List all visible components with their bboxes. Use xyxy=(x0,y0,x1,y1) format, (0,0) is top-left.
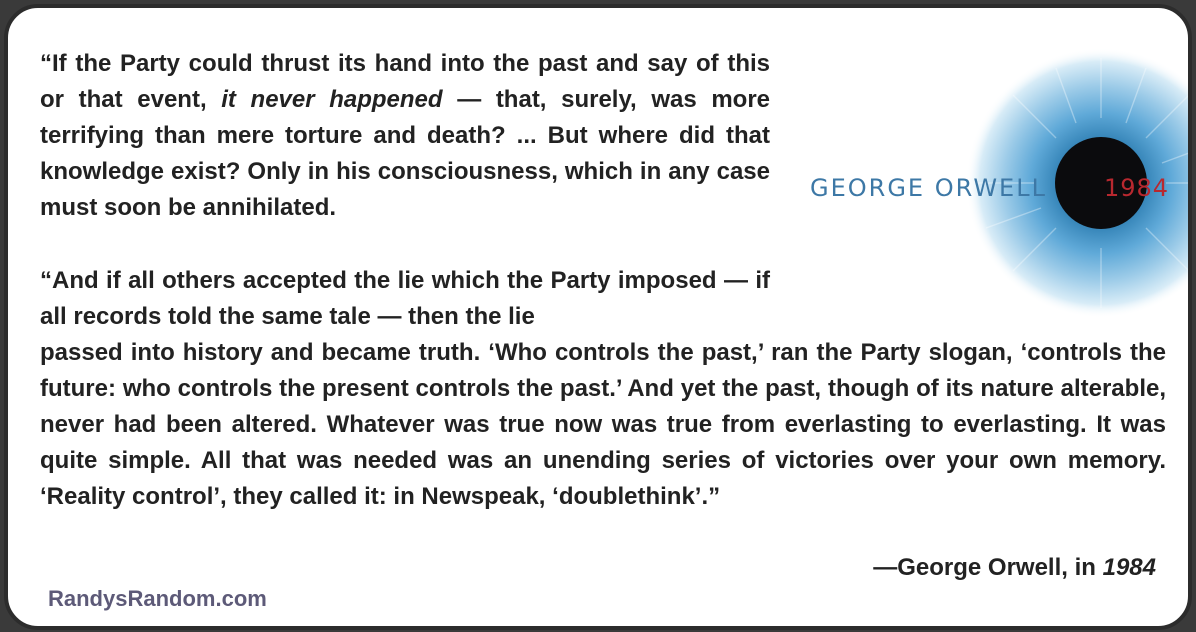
book-title: 1984 xyxy=(1102,554,1156,581)
quote-paragraph-2-continuation: passed into history and became truth. ‘Who controls the past,’ ran the Party slogan, ‘controls the future: who controls the present controls the past.’ And yet the past, though of its nature alterable, never had been altered. Whatever was true now was true from everlasting to everlasting. It was quite simple. All that was needed was an unending series of victories over your own memory. ‘Reality control’, they called it: in Newspeak, ‘doublethink’.” xyxy=(40,339,1166,510)
quote-emphasis: it never happened xyxy=(221,86,443,113)
quote-paragraph-2-start: “And if all others accepted the lie which the Party imposed — if all records told the same tale — then the lie xyxy=(40,267,770,330)
quote-text: “If the Party could thrust its hand into the past and say of this or that event, xyxy=(40,50,770,113)
attribution xyxy=(873,554,1156,582)
quote-text: — that, surely, was more terrifying than mere torture and death? ... But where did that knowledge exist? Only in his consciousness, which in any case must soon be annihilated. xyxy=(40,86,771,221)
site-watermark: RandysRandom.com xyxy=(48,586,267,611)
attribution-prefix: —George Orwell, in xyxy=(873,554,1103,581)
cover-year: 1984 xyxy=(1104,174,1170,202)
cover-author: GEORGE ORWELL xyxy=(810,174,1047,202)
quote-card xyxy=(4,4,1192,630)
quote-paragraph-1 xyxy=(40,46,770,226)
